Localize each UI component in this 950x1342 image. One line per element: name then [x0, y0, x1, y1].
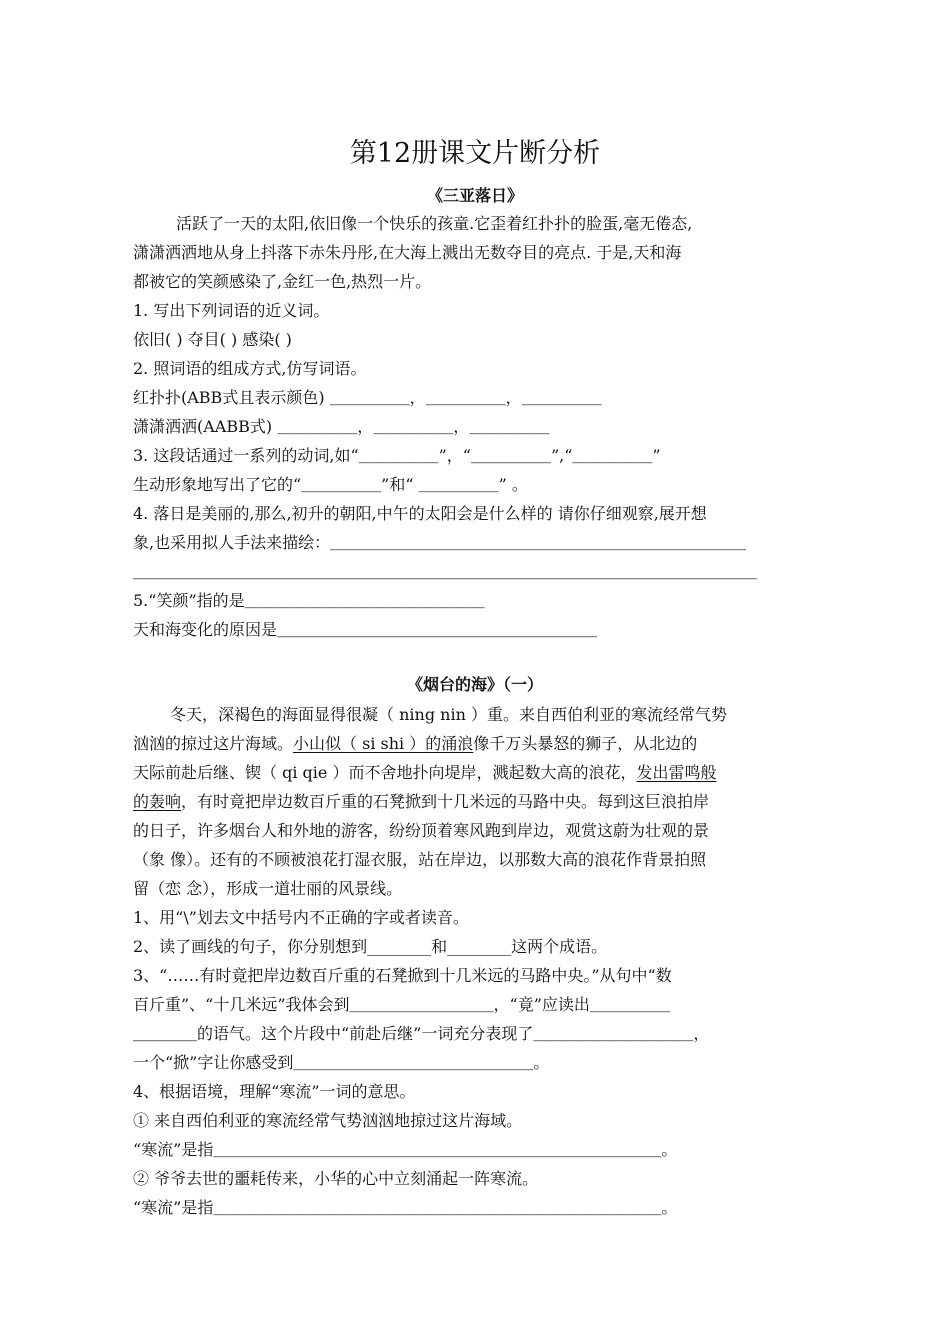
- question-4-line3: ＿＿＿＿＿＿＿＿＿＿＿＿＿＿＿＿＿＿＿＿＿＿＿＿＿＿＿＿＿＿＿＿＿＿＿＿＿＿＿: [133, 562, 758, 581]
- paragraph-line: [133, 789, 833, 815]
- question-5-line1: 5.“笑颜”指的是＿＿＿＿＿＿＿＿＿＿＿＿＿＿＿: [133, 591, 485, 610]
- question-4-line2: 象,也采用拟人手法来描绘：＿＿＿＿＿＿＿＿＿＿＿＿＿＿＿＿＿＿＿＿＿＿＿＿＿＿: [133, 533, 747, 552]
- question-1: 1、用“\”划去文中括号内不正确的字或者读音。: [133, 908, 469, 927]
- page-title: 第12册课文片断分析: [349, 138, 601, 169]
- paragraph-text: 天际前赴后继、锲（ qi qie ）而不舍地扑向堤岸，溅起数大高的浪花，: [133, 763, 637, 782]
- paragraph-line: （象 像）。还有的不顾被浪花打湿衣服，站在岸边，以那数大高的浪花作背景拍照: [133, 850, 707, 869]
- question-3-line4: 一个“掀”字让你感受到＿＿＿＿＿＿＿＿＿＿＿＿＿＿＿。: [133, 1053, 550, 1072]
- question-3-line2: 百斤重”、“十几米远”我体会到＿＿＿＿＿＿＿＿＿，“竟”应读出＿＿＿＿＿: [133, 995, 670, 1014]
- paragraph-text: 像千万头暴怒的狮子，从北边的: [473, 734, 698, 753]
- underlined-sentence: 小山似（ si shi ）的涌浪: [293, 734, 474, 753]
- paragraph-line: 冬天，深褐色的海面显得很凝（ ning nin ）重。来自西伯利亚的寒流经常气势: [170, 705, 727, 724]
- question-1: 1. 写出下列词语的近义词。: [133, 301, 330, 320]
- underlined-sentence: 发出雷鸣般: [636, 763, 717, 782]
- question-2-abb: 红扑扑(ABB式且表示颜色) ＿＿＿＿＿，＿＿＿＿＿，＿＿＿＿＿: [133, 388, 602, 407]
- paragraph-line: [133, 731, 833, 757]
- question-1-blanks: 依旧( ) 夺目( ) 感染( ): [133, 330, 292, 349]
- paragraph-line: [133, 760, 833, 786]
- question-4: 4、根据语境，理解“寒流”一词的意思。: [133, 1082, 416, 1101]
- question-4-sentence-2: ② 爷爷去世的噩耗传来，小华的心中立刻涌起一阵寒流。: [133, 1169, 539, 1188]
- question-3-line1: 3、“……有时竟把岸边数百斤重的石凳掀到十几米远的马路中央。”从句中“数: [133, 966, 672, 985]
- section-heading-yantai: 《烟台的海》（一）: [406, 675, 543, 694]
- question-2: 2. 照词语的组成方式,仿写词语。: [133, 359, 367, 378]
- paragraph-line: 都被它的笑颜感染了,金红一色,热烈一片。: [133, 272, 432, 291]
- question-4-answer-1: “寒流”是指＿＿＿＿＿＿＿＿＿＿＿＿＿＿＿＿＿＿＿＿＿＿＿＿＿＿＿＿。: [133, 1140, 678, 1159]
- underlined-sentence: 的轰响: [133, 792, 182, 811]
- question-3-line1: 3. 这段话通过一系列的动词,如“＿＿＿＿＿”，“＿＿＿＿＿”,“＿＿＿＿＿”: [133, 446, 661, 465]
- question-3-line3: ＿＿＿＿的语气。这个片段中“前赴后继”一词充分表现了＿＿＿＿＿＿＿＿＿＿，: [133, 1024, 710, 1043]
- question-3-line2: 生动形象地写出了它的“＿＿＿＿＿”和“ ＿＿＿＿＿” 。: [133, 475, 528, 494]
- paragraph-line: 潇潇洒洒地从身上抖落下赤朱丹彤,在大海上溅出无数夺目的亮点. 于是,天和海: [133, 243, 682, 262]
- paragraph-line: 的日子，许多烟台人和外地的游客，纷纷顶着寒风跑到岸边，观赏这蔚为壮观的景: [133, 821, 710, 840]
- question-2-aabb: 潇潇洒洒(AABB式) ＿＿＿＿＿，＿＿＿＿＿，＿＿＿＿＿: [133, 417, 550, 436]
- question-2: 2、读了画线的句子，你分别想到________和________这两个成语。: [133, 937, 608, 956]
- paragraph-line: 活跃了一天的太阳,依旧像一个快乐的孩童.它歪着红扑扑的脸蛋,毫无倦态,: [176, 214, 693, 233]
- question-4-answer-2: “寒流”是指＿＿＿＿＿＿＿＿＿＿＿＿＿＿＿＿＿＿＿＿＿＿＿＿＿＿＿＿。: [133, 1198, 678, 1217]
- paragraph-line: 留（恋 念），形成一道壮丽的风景线。: [133, 879, 403, 898]
- paragraph-text: 汹汹的掠过这片海域。: [133, 734, 294, 753]
- question-5-line2: 天和海变化的原因是＿＿＿＿＿＿＿＿＿＿＿＿＿＿＿＿＿＿＿＿: [133, 620, 598, 639]
- question-4-line1: 4. 落日是美丽的,那么,初升的朝阳,中午的太阳会是什么样的 请你仔细观察,展开想: [133, 504, 707, 523]
- paragraph-text: ，有时竟把岸边数百斤重的石凳掀到十几米远的马路中央。每到这巨浪拍岸: [181, 792, 710, 811]
- section-heading-sanya: 《三亚落日》: [426, 186, 523, 205]
- question-4-sentence-1: ① 来自西伯利亚的寒流经常气势汹汹地掠过这片海域。: [133, 1111, 523, 1130]
